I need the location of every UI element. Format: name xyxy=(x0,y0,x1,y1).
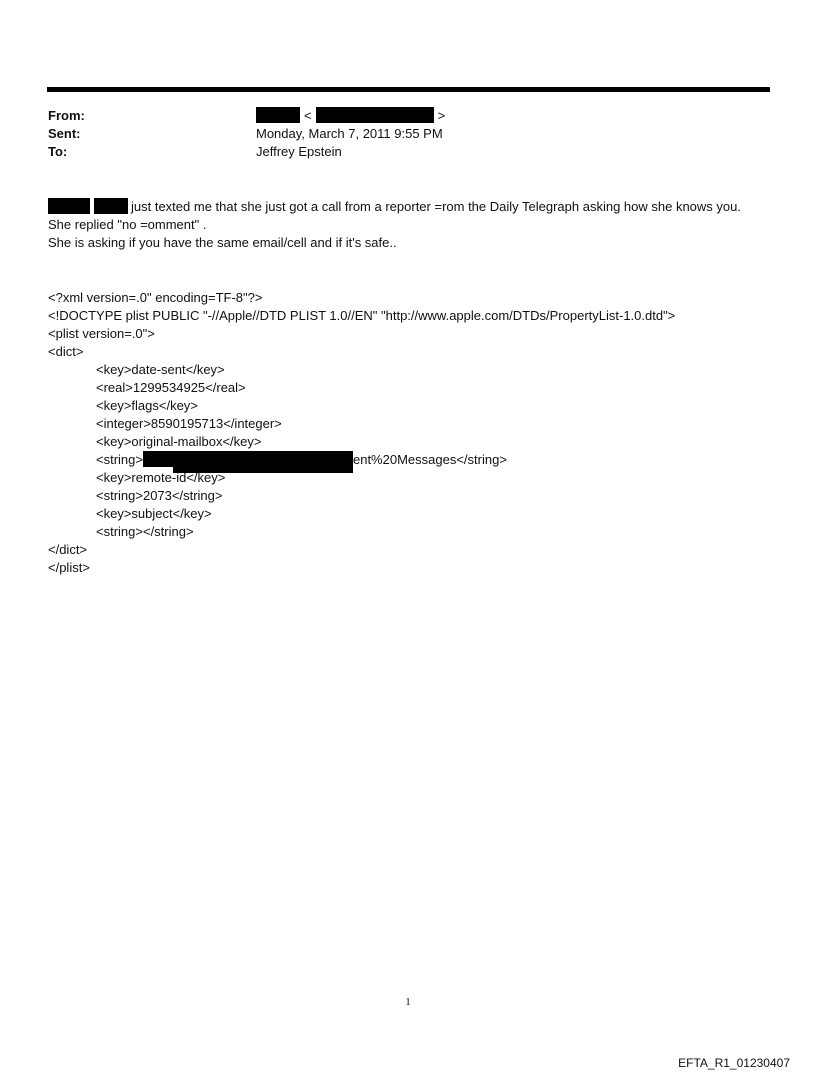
sent-row xyxy=(48,125,768,143)
body-line-3: She is asking if you have the same email/cell and if it's safe.. xyxy=(48,235,397,250)
redaction-sender-name xyxy=(256,107,300,123)
string-open-tag: <string> xyxy=(96,452,143,467)
redaction-sender-email xyxy=(316,107,434,123)
doctype-line: <!DOCTYPE plist PUBLIC "-//Apple//DTD PLIST 1.0//EN" "http://www.apple.com/DTDs/PropertyList-1.0.dtd"> xyxy=(48,308,676,323)
body-line-2: She replied "no =omment" . xyxy=(48,217,207,232)
email-header xyxy=(48,107,768,161)
key-original-mailbox: <key>original-mailbox</key> xyxy=(96,434,262,449)
integer-flags-value: <integer>8590195713</integer> xyxy=(96,416,282,431)
key-flags: <key>flags</key> xyxy=(96,398,198,413)
string-remote-id-value: <string>2073</string> xyxy=(96,488,223,503)
mailbox-tail: ent%20Messages</string> xyxy=(352,452,507,467)
plist-metadata xyxy=(48,289,788,577)
from-close-bracket: > xyxy=(437,108,446,123)
dict-close-tag: </dict> xyxy=(48,542,88,557)
string-mailbox-line xyxy=(48,451,788,469)
key-remote-id: <key>remote-id</key> xyxy=(96,470,226,485)
body-line-1-text: just texted me that she just got a call from a reporter =rom the Daily Telegraph asking how she knows you. xyxy=(131,199,741,214)
real-date-value: <real>1299534925</real> xyxy=(96,380,246,395)
page-number: 1 xyxy=(405,996,411,1008)
plist-close-tag: </plist> xyxy=(48,560,90,575)
body-line-1 xyxy=(48,198,788,216)
message-body xyxy=(48,198,788,252)
from-row xyxy=(48,107,768,125)
redaction-last-name xyxy=(94,198,128,214)
document-id: EFTA_R1_01230407 xyxy=(678,1056,790,1070)
key-subject: <key>subject</key> xyxy=(96,506,212,521)
to-label: To: xyxy=(48,144,68,159)
dict-open-tag: <dict> xyxy=(48,344,84,359)
redaction-first-name xyxy=(48,198,90,214)
key-date-sent: <key>date-sent</key> xyxy=(96,362,225,377)
redaction-mailbox-1 xyxy=(143,451,173,467)
from-label: From: xyxy=(48,108,85,123)
top-rule xyxy=(47,87,770,92)
sent-value: Monday, March 7, 2011 9:55 PM xyxy=(256,126,443,141)
from-open-bracket: < xyxy=(304,108,312,123)
xml-declaration: <?xml version=.0" encoding=TF-8"?> xyxy=(48,290,263,305)
from-value xyxy=(256,107,768,125)
sent-label: Sent: xyxy=(48,126,81,141)
string-subject-value: <string></string> xyxy=(96,524,194,539)
to-row xyxy=(48,143,768,161)
to-value: Jeffrey Epstein xyxy=(256,144,342,159)
plist-open-tag: <plist version=.0"> xyxy=(48,326,155,341)
